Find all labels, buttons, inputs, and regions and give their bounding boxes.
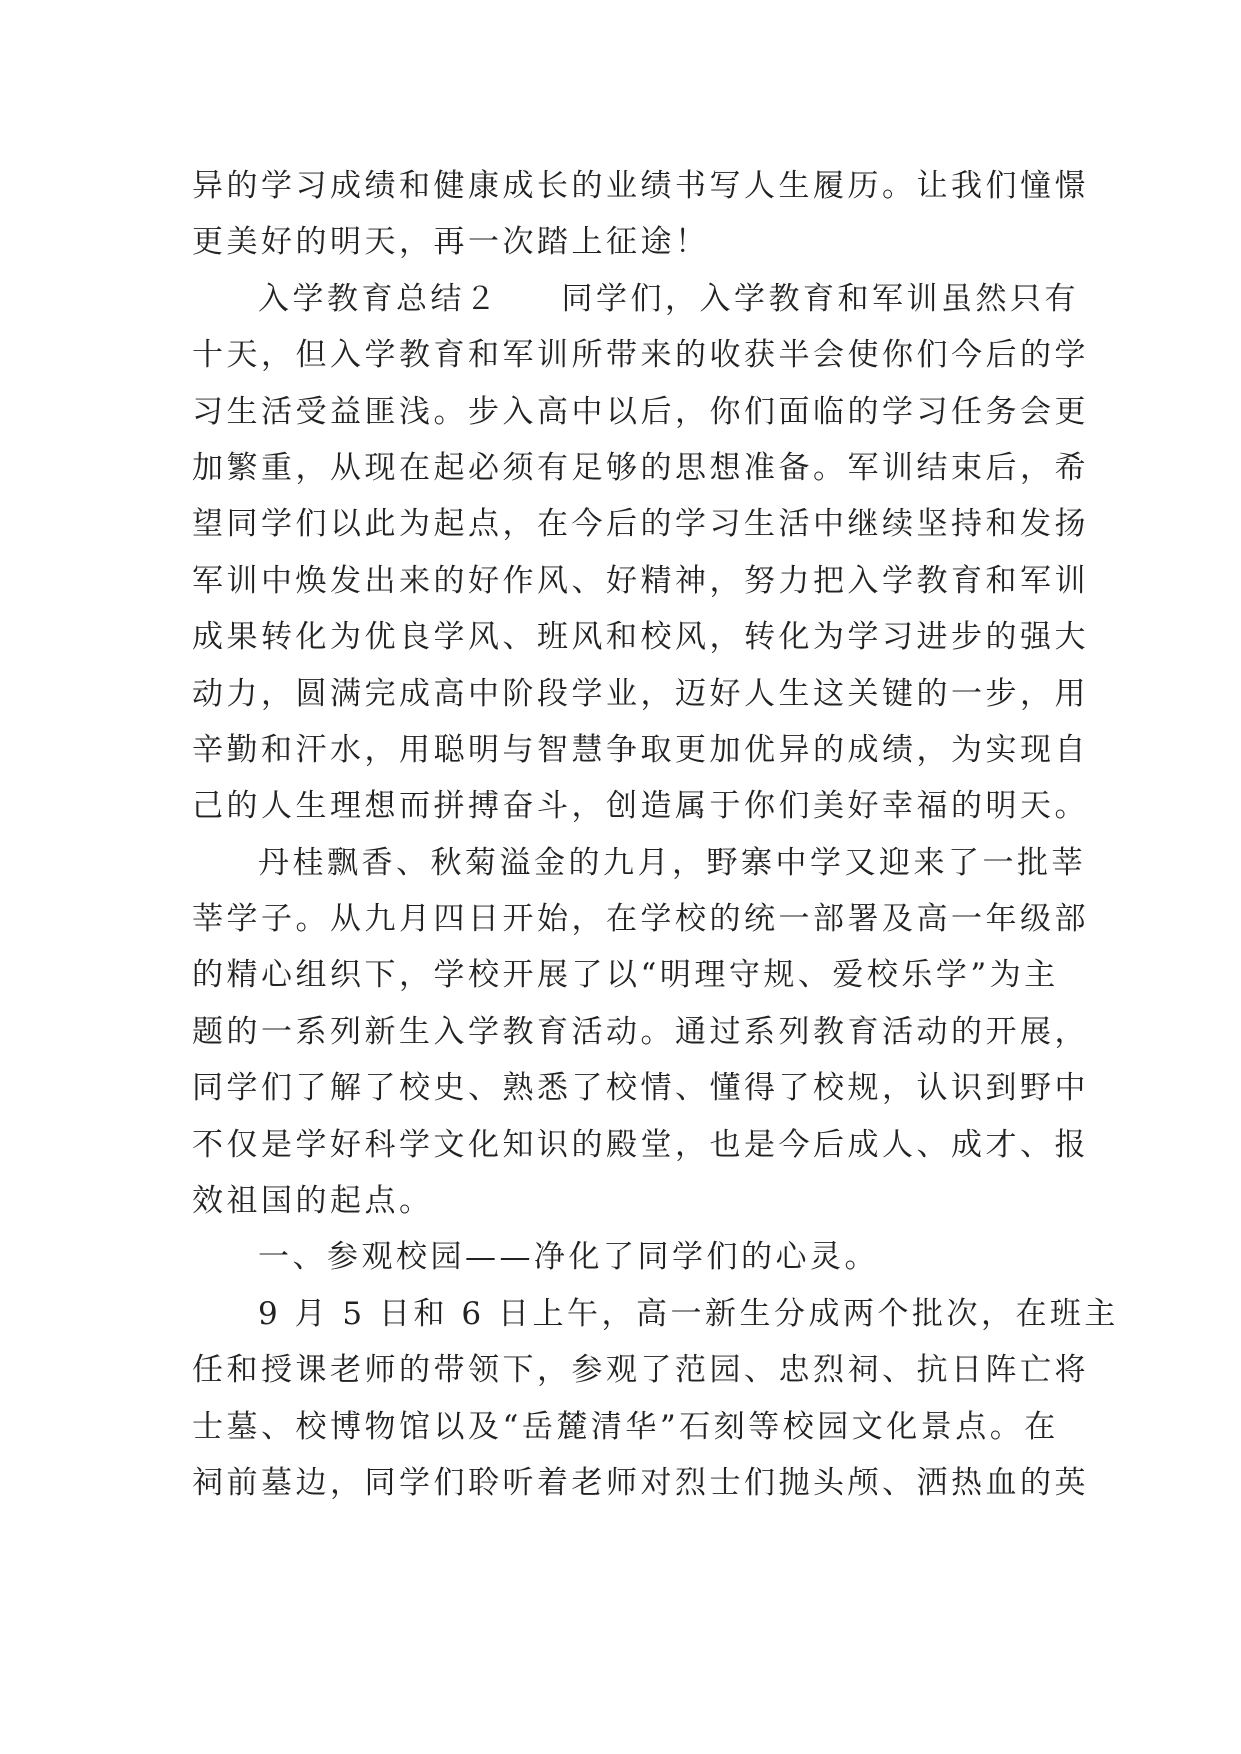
text-line: 不仅是学好科学文化知识的殿堂，也是今后成人、成才、报 bbox=[192, 1126, 1089, 1163]
section-heading-line bbox=[192, 271, 1079, 327]
paragraph-start: 同学们，入学教育和军训虽然只有 bbox=[561, 280, 1079, 317]
text-line: 习生活受益匪浅。步入高中以后，你们面临的学习任务会更 bbox=[192, 393, 1089, 430]
text-line: 效祖国的起点。 bbox=[192, 1183, 434, 1220]
text-line: 异的学习成绩和健康成长的业绩书写人生履历。让我们憧憬 bbox=[192, 168, 1089, 204]
text-line: 题的一系列新生入学教育活动。通过系列教育活动的开展， bbox=[192, 1013, 1089, 1050]
text-line: 莘学子。从九月四日开始，在学校的统一部署及高一年级部 bbox=[192, 901, 1089, 938]
text-line: 己的人生理想而拼搏奋斗，创造属于你们美好幸福的明天。 bbox=[192, 788, 1089, 825]
subheading-line: 一、参观校园——净化了同学们的心灵。 bbox=[258, 1239, 879, 1276]
text-line: 士墓、校博物馆以及“岳麓清华”石刻等校园文化景点。在 bbox=[192, 1408, 1059, 1445]
text-line: 十天，但入学教育和军训所带来的收获半会使你们今后的学 bbox=[192, 337, 1089, 374]
text-line: 动力，圆满完成高中阶段学业，迈好人生这关键的一步，用 bbox=[192, 675, 1089, 712]
text-line: 军训中焕发出来的好作风、好精神，努力把入学教育和军训 bbox=[192, 562, 1089, 599]
text-line: 同学们了解了校史、熟悉了校情、懂得了校规，认识到野中 bbox=[192, 1070, 1089, 1107]
text-line: 丹桂飘香、秋菊溢金的九月，野寨中学又迎来了一批莘 bbox=[258, 844, 1086, 881]
text-line: 辛勤和汗水，用聪明与智慧争取更加优异的成绩，为实现自 bbox=[192, 731, 1089, 768]
section-heading: 入学教育总结２ bbox=[258, 280, 500, 317]
document-body bbox=[192, 158, 1119, 1511]
text-line: 任和授课老师的带领下，参观了范园、忠烈祠、抗日阵亡将 bbox=[192, 1352, 1089, 1389]
text-line: 加繁重，从现在起必须有足够的思想准备。军训结束后，希 bbox=[192, 449, 1089, 486]
text-line: 9 月 5 日和 6 日上午，高一新生分成两个批次，在班主 bbox=[258, 1295, 1119, 1332]
text-line: 望同学们以此为起点，在今后的学习生活中继续坚持和发扬 bbox=[192, 506, 1089, 543]
text-line: 祠前墓边，同学们聆听着老师对烈士们抛头颅、洒热血的英 bbox=[192, 1464, 1089, 1501]
text-line: 更美好的明天，再一次踏上征途！ bbox=[192, 224, 710, 261]
text-line: 的精心组织下，学校开展了以“明理守规、爱校乐学”为主 bbox=[192, 957, 1059, 994]
text-line: 成果转化为优良学风、班风和校风，转化为学习进步的强大 bbox=[192, 619, 1089, 656]
